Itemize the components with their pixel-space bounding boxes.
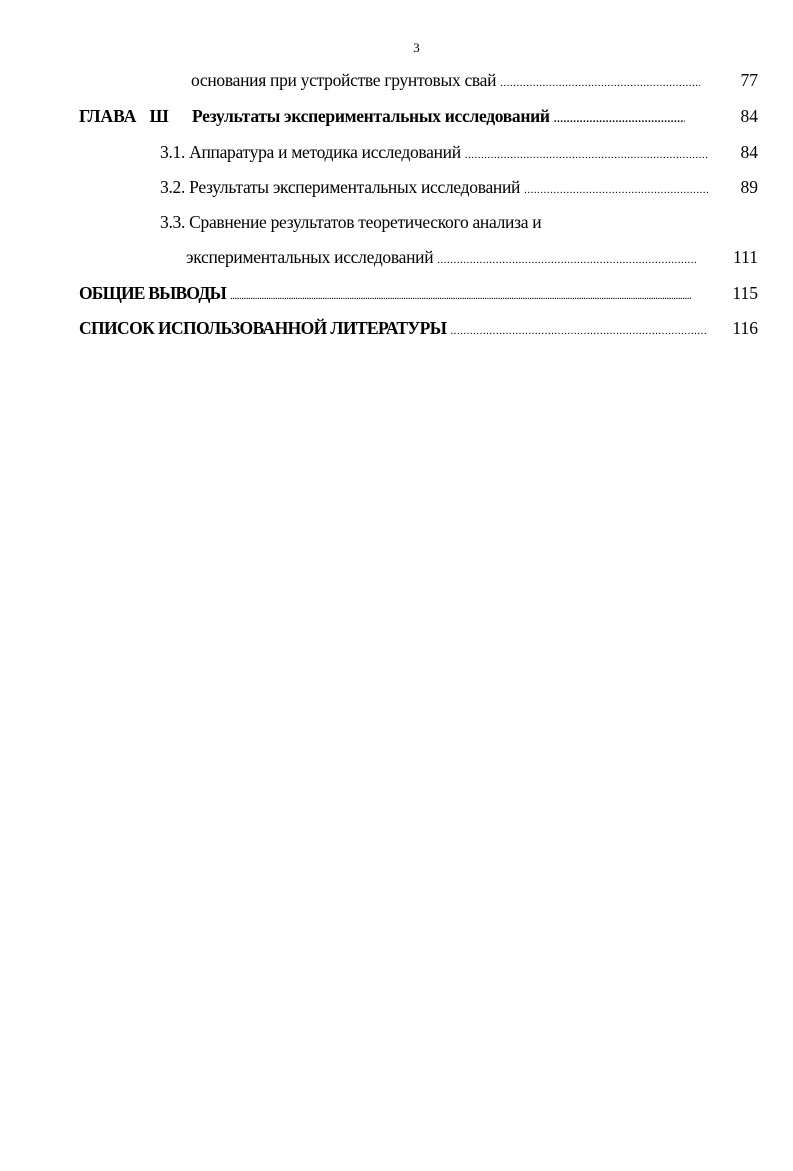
toc-entry: [160, 177, 713, 198]
dot-leader: [524, 184, 709, 196]
dot-leader: [465, 149, 709, 161]
dot-leader: [554, 113, 685, 125]
page-number: 3: [413, 40, 420, 55]
toc-entry: [79, 318, 711, 339]
toc-entry-title: 3.2. Результаты экспериментальных исследований: [160, 177, 521, 197]
toc-entry-title: экспериментальных исследований: [186, 247, 434, 267]
toc-entry: [191, 70, 704, 91]
toc-entry: [192, 106, 689, 127]
toc-entry: [79, 283, 695, 304]
toc-entry-title: основания при устройстве грунтовых свай: [191, 70, 497, 90]
dot-leader: [500, 77, 700, 89]
chapter-label: ГЛАВА Ш: [79, 106, 169, 126]
toc-entry-page: 116: [732, 318, 758, 338]
toc-entry-title: СПИСОК ИСПОЛЬЗОВАННОЙ ЛИТЕРАТУРЫ: [79, 318, 447, 338]
toc-entry-page: 89: [740, 177, 758, 197]
toc-entry-page: 111: [733, 247, 758, 267]
dot-leader: [437, 254, 696, 266]
toc-entry-title: Результаты экспериментальных исследований: [192, 106, 550, 126]
dot-leader: [450, 325, 707, 337]
toc-entry-title: 3.1. Аппаратура и методика исследований: [160, 142, 461, 162]
toc-entry: [160, 142, 713, 163]
toc-entry: [160, 212, 713, 233]
toc-entry: [186, 247, 700, 268]
toc-entry-page: 84: [740, 106, 758, 126]
toc-entry-page: 77: [740, 70, 758, 90]
toc-entry-page: 115: [732, 283, 758, 303]
toc-entry-page: 84: [740, 142, 758, 162]
toc-entry-title: ОБЩИЕ ВЫВОДЫ: [79, 283, 226, 303]
dot-leader: [230, 290, 691, 302]
toc-entry-title: 3.3. Сравнение результатов теоретического анализа и: [160, 212, 542, 232]
